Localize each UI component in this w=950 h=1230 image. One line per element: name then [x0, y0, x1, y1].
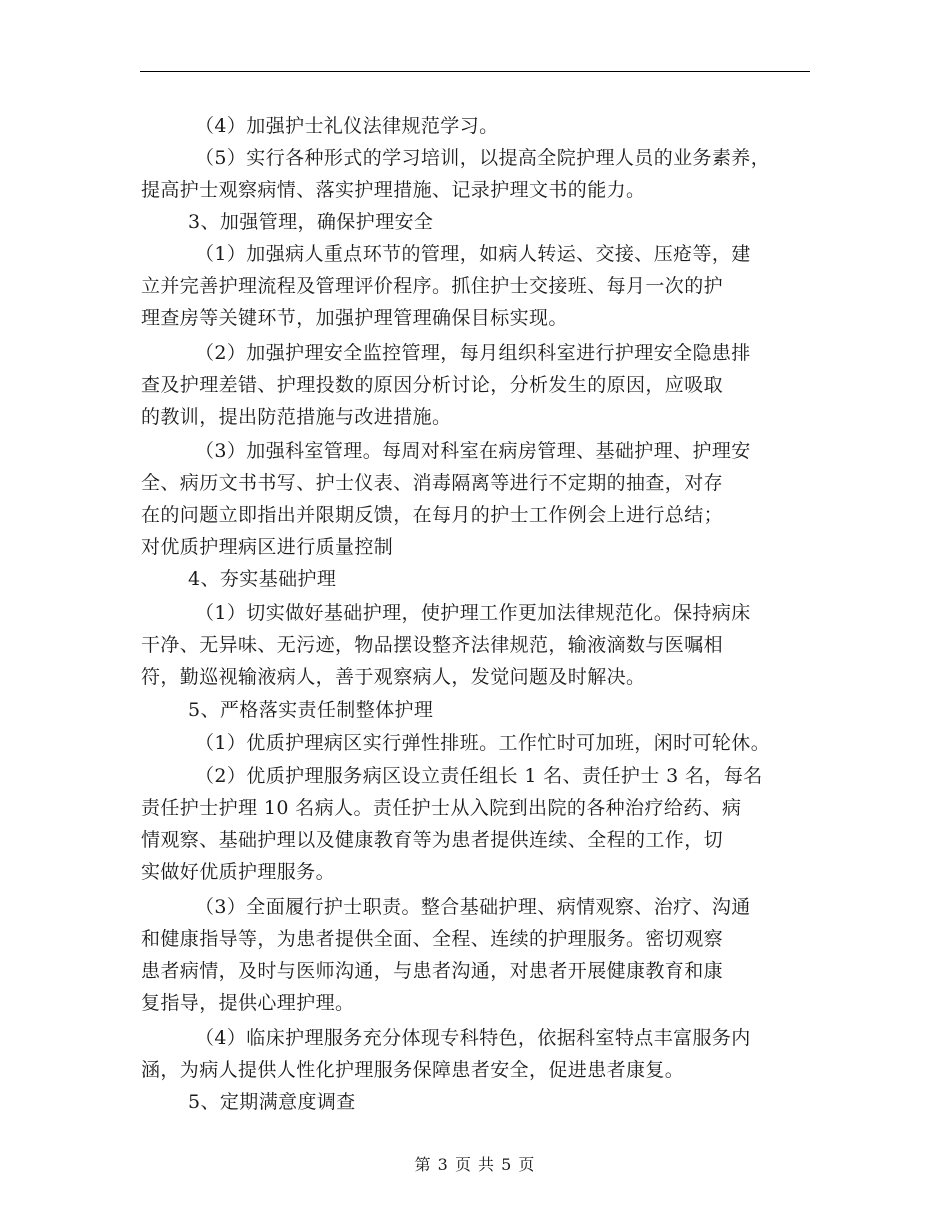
paragraph-line: 责任护士护理 10 名病人。责任护士从入院到出院的各种治疗给药、病: [141, 797, 742, 819]
paragraph-line: （3）加强科室管理。每周对科室在病房管理、基础护理、护理安: [195, 440, 751, 462]
paragraph-line: （1）优质护理病区实行弹性排班。工作忙时可加班，闲时可轮休。: [195, 732, 771, 754]
paragraph-line: （2）加强护理安全监控管理，每月组织科室进行护理安全隐患排: [195, 342, 751, 364]
paragraph-line: 实做好优质护理服务。: [141, 861, 336, 883]
paragraph-line: 和健康指导等，为患者提供全面、全程、连续的护理服务。密切观察: [141, 928, 724, 950]
paragraph-line: 立并完善护理流程及管理评价程序。抓住护士交接班、每月一次的护: [141, 275, 724, 297]
paragraph-line: 干净、无异味、无污迹，物品摆设整齐法律规范，输液滴数与医嘱相: [141, 634, 724, 656]
section-heading: 4、夯实基础护理: [188, 568, 337, 590]
paragraph-line: 全、病历文书书写、护士仪表、消毒隔离等进行不定期的抽查，对存: [141, 472, 724, 494]
paragraph-line: （5）实行各种形式的学习培训，以提高全院护理人员的业务素养，: [195, 147, 771, 169]
paragraph-line: 患者病情，及时与医师沟通，与患者沟通，对患者开展健康教育和康: [141, 960, 724, 982]
paragraph-line: 查及护理差错、护理投数的原因分析讨论，分析发生的原因，应吸取: [141, 374, 724, 396]
paragraph-line: （4）临床护理服务充分体现专科特色，依据科室特点丰富服务内: [195, 1027, 751, 1049]
paragraph-line: 符，勤巡视输液病人，善于观察病人，发觉问题及时解决。: [141, 666, 646, 688]
paragraph-line: 对优质护理病区进行质量控制: [141, 536, 394, 558]
paragraph-line: 情观察、基础护理以及健康教育等为患者提供连续、全程的工作，切: [141, 829, 724, 851]
paragraph-line: 复指导，提供心理护理。: [141, 992, 355, 1014]
paragraph-line: （3）全面履行护士职责。整合基础护理、病情观察、治疗、沟通: [195, 896, 751, 918]
page-number: 第 3 页 共 5 页: [414, 1155, 536, 1174]
section-heading: 5、严格落实责任制整体护理: [188, 699, 434, 721]
paragraph-line: 涵，为病人提供人性化护理服务保障患者安全，促进患者康复。: [141, 1059, 685, 1081]
paragraph-line: 的教训，提出防范措施与改进措施。: [141, 406, 452, 428]
section-heading: 3、加强管理，确保护理安全: [188, 211, 434, 233]
paragraph-line: （4）加强护士礼仪法律规范学习。: [195, 115, 499, 137]
paragraph-line: 在的问题立即指出并限期反馈，在每月的护士工作例会上进行总结；: [141, 504, 724, 526]
paragraph-line: 提高护士观察病情、落实护理措施、记录护理文书的能力。: [141, 179, 646, 201]
paragraph-line: （1）加强病人重点环节的管理，如病人转运、交接、压疮等，建: [195, 243, 751, 265]
paragraph-line: （2）优质护理服务病区设立责任组长 1 名、责任护士 3 名，每名: [195, 765, 763, 787]
paragraph-line: 理查房等关键环节，加强护理管理确保目标实现。: [141, 307, 568, 329]
section-heading: 5、定期满意度调查: [188, 1091, 356, 1113]
paragraph-line: （1）切实做好基础护理，使护理工作更加法律规范化。保持病床: [195, 602, 751, 624]
